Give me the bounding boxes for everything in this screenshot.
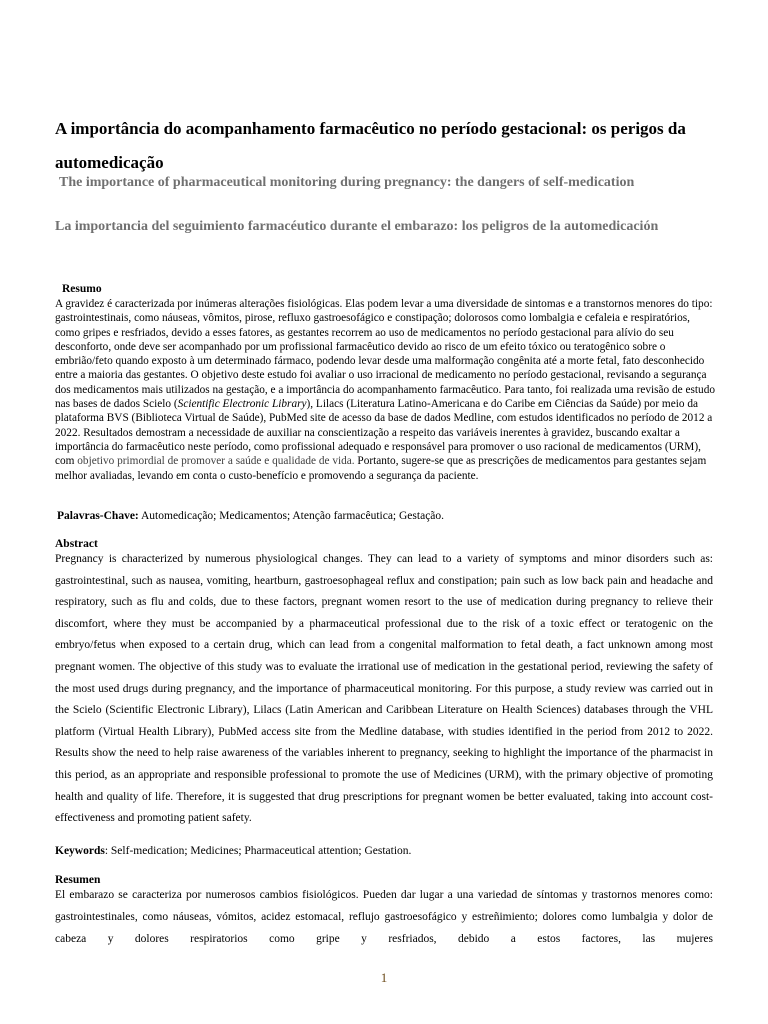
title-spanish: La importancia del seguimiento farmacéutico durante el embarazo: los peligros de la automedicación bbox=[55, 219, 659, 234]
resumo-text-part-2: ), Lilacs (Literatura Latino-Americana e do Caribe em Ciências da Saúde) por meio da plataforma BVS (Biblioteca Virtual de Saúde), PubMed site de acesso da base de dados Medline, com estudos identificados no período de 2012 a 2022. Resultados demostram a necessidade de auxiliar na conscientização a respeito das variáveis inerentes à gravidez, buscando exaltar a importância do farmacêutico neste período, como profissional adequado e responsável para promover o uso racional de medicamentos (URM), com bbox=[55, 398, 713, 468]
title-english: The importance of pharmaceutical monitoring during pregnancy: the dangers of self-medication bbox=[59, 175, 635, 190]
resumo-text-part-1: A gravidez é caracterizada por inúmeras alterações fisiológicas. Elas podem levar a uma diversidade de sintomas e a transtornos menores do tipo: gastrointestinais, como náuseas, vômitos, pirose, refluxo gastroesofágico e constipação; dolorosos como lombalgia e cefaleia e respiratórios, como gripes e resfriados, devido a esses fatores, as gestantes recorrem ao uso de medicamentos no período gestacional para alívio do seu desconforto, onde deve ser acompanhado por um profissional farmacêutico devido ao risco de um efeito tóxico ou teratogênico sobre o embrião/feto quando exposto à um determinado fármaco, podendo levar desde uma malformação congênita até a morte fetal, fato desconhecido entre a maioria das gestantes. O objetivo deste estudo foi avaliar o uso irracional de medicamento no período gestacional, revisando a segurança dos medicamentos mais utilizados na gestação, e a importância do acompanhamento farmacêutico. Para tanto, foi realizada uma revisão de estudo nas bases de dados Scielo ( bbox=[55, 298, 715, 411]
title-portuguese: A importância do acompanhamento farmacêutico no período gestacional: os perigos da automedicação bbox=[55, 119, 686, 172]
keywords-en-label: Keywords bbox=[55, 845, 105, 857]
keywords-english bbox=[55, 845, 411, 857]
abstract-text: Pregnancy is characterized by numerous physiological changes. They can lead to a variety of symptoms and minor disorders such as: gastrointestinal, such as nausea, vomiting, heartburn, gastroesophageal reflux and constipation; pain such as low back pain and headache and respiratory, such as flu and colds, due to these factors, pregnant women resort to the use of medication during pregnancy to relieve their discomfort, where they must be accompanied by a pharmaceutical professional due to the risk of a toxic effect or teratogenic on the embryo/fetus when exposed to a certain drug, which can lead from a congenital malformation to fetal death, a fact unknown among most pregnant women. The objective of this study was to evaluate the irrational use of medication in the gestational period, reviewing the safety of the most used drugs during pregnancy, and the importance of pharmaceutical monitoring. For this purpose, a study review was carried out in the Scielo (Scientific Electronic Library), Lilacs (Latin American and Caribbean Literature on Health Sciences) databases through the VHL platform (Virtual Health Library), PubMed access site from the Medline database, with studies identified in the period from 2012 to 2022. Results show the need to help raise awareness of the variables inherent to pregnancy, seeking to highlight the importance of the pharmacist in this period, as an appropriate and responsible professional to promote the use of Medicines (URM), with the primary objective of promoting health and quality of life. Therefore, it is suggested that drug prescriptions for pregnant women be better evaluated, taking into account cost-effectiveness and promoting patient safety. bbox=[55, 553, 713, 825]
resumo-text bbox=[55, 297, 715, 483]
resumo-heading: Resumo bbox=[62, 283, 102, 295]
resumo-text-objective: objetivo primordial de promover a saúde e qualidade de vida. bbox=[77, 455, 355, 468]
keywords-portuguese bbox=[57, 510, 444, 522]
resumo-scielo-italic: Scientific Electronic Library bbox=[177, 398, 307, 411]
keywords-pt-list: Automedicação; Medicamentos; Atenção farmacêutica; Gestação. bbox=[138, 510, 445, 522]
resumo-text-part-3: Portanto, sugere-se que as prescrições de medicamentos para gestantes sejam melhor avaliadas, levando em conta o custo-benefício e promovendo a segurança da paciente. bbox=[55, 455, 707, 482]
keywords-en-list: : Self-medication; Medicines; Pharmaceutical attention; Gestation. bbox=[104, 845, 412, 857]
resumen-text: El embarazo se caracteriza por numerosos cambios fisiológicos. Pueden dar lugar a una variedad de síntomas y trastornos menores como: gastrointestinales, como náuseas, vómitos, acidez estomacal, reflujo gastroesofágico y estreñimiento; dolores como lumbalgia y dolor de cabeza y dolores respiratorios como gripe y resfriados, debido a estos factores, las mujeres bbox=[55, 889, 713, 945]
resumen-heading: Resumen bbox=[55, 874, 101, 886]
page-number: 1 bbox=[380, 970, 388, 985]
keywords-pt-label: Palavras-Chave: bbox=[57, 510, 139, 522]
abstract-heading: Abstract bbox=[55, 538, 98, 550]
